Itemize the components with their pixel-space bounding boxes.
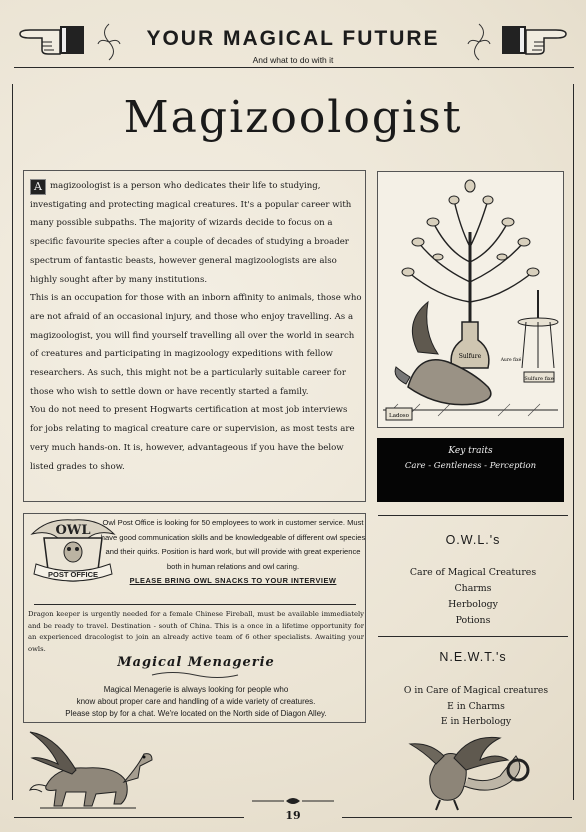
intro-text — [30, 177, 362, 476]
newts-heading: N.E.W.T.'s — [439, 650, 507, 664]
intro-paragraph-1: A magizoologist is a person who dedicates their life to studying, investigating and protecting magical creatures. It's a popular career with many possible subpaths. The majority of wizards decide to focus on a specific favourite species after a couple of decades of studying a broader spectrum of fantastic beasts, however general magizoologists are also highly sought after by many institutions. — [30, 180, 352, 285]
page-number-ornament-icon — [250, 795, 336, 807]
menagerie-line-3: Please stop by for a chat. We're located on the North side of Diagon Alley. — [65, 709, 327, 718]
owl-post-ad — [98, 516, 368, 589]
owl-badge-top-text: OWL — [55, 523, 91, 538]
menagerie-line-1: Magical Menagerie is always looking for people who — [103, 685, 289, 694]
owls-list — [378, 565, 568, 629]
owls-item: Care of Magical Creatures — [409, 567, 537, 578]
owls-heading: O.W.L.'s — [445, 533, 501, 547]
griffin-illustration — [26, 726, 156, 812]
newts-item: O in Care of Magical creatures — [403, 685, 549, 696]
intro-paragraph-2: This is an occupation for those with an inborn affinity to animals, those who are not afraid of an occasional injury, and those who enjoy travelling. As a magizoologist, you will find yourself travelling all over the world in search of creatures and participating in magizoology expeditions with fellow researchers. As such, this might not be a particularly suitable career for those who wish to settle down or have recently started a family. — [30, 293, 362, 397]
owls-item: Herbology — [448, 599, 498, 610]
right-jar-label: Aure fixé — [500, 358, 522, 363]
owls-item: Potions — [455, 615, 491, 626]
dragon-illustration — [400, 726, 540, 812]
owl-badge-bottom-text: POST OFFICE — [47, 570, 99, 579]
header-title: YOUR MAGICAL FUTURE — [146, 27, 440, 50]
menagerie-flourish-icon — [150, 670, 240, 680]
owls-item: Charms — [454, 583, 492, 594]
alchemy-dragon-illustration — [378, 172, 563, 427]
key-traits-title: Key traits — [448, 446, 493, 456]
header-subtitle: And what to do with it — [252, 55, 334, 65]
page-title: Magizoologist — [123, 92, 463, 143]
right-sign-label: Sulfure fixe — [524, 376, 554, 382]
owl-post-ad-text: Owl Post Office is looking for 50 employees to work in customer service. Must have good communication skills and be knowledgeable of different owl species and their quirks. Position is hard work, but will provide with great experience both in human relations and owl caring. — [100, 518, 366, 571]
magical-menagerie-title: Magical Menagerie — [117, 655, 275, 670]
grades-top-rule — [378, 515, 568, 516]
grades-mid-rule — [378, 636, 568, 637]
newts-item: E in Charms — [447, 700, 505, 712]
menagerie-line-2: know about proper care and handling of a wide variety of creatures. — [76, 697, 316, 706]
left-jar-label: Ladoso — [389, 413, 409, 419]
magical-menagerie-ad — [28, 684, 364, 720]
intro-paragraph-3: You do not need to present Hogwarts certification at most job interviews for jobs relating to magical creature care or supervision, as most tests are very much hands-on. It is, however, advantageous if you have the below listed grades to show. — [30, 405, 355, 472]
newts-item: E in Herbology — [440, 716, 512, 727]
key-traits-box — [377, 438, 564, 502]
dragon-keeper-ad: Dragon keeper is urgently needed for a female Chinese Fireball, must be available immediately and be ready to travel. Destination - south of China. This is a once in a lifetime opportunity for an experienced dracologist to join an already active team of 6 other specialists. Awaiting your owls. — [28, 610, 364, 653]
page-number: 19 — [285, 809, 301, 822]
owl-post-ad-cta: PLEASE BRING OWL SNACKS TO YOUR INTERVIEW — [129, 576, 337, 585]
newts-list — [378, 683, 574, 730]
dropcap-letter: A — [30, 179, 46, 195]
ads-divider-1 — [34, 604, 356, 605]
mid-jar-label: Sulfure — [458, 353, 482, 360]
key-traits-list: Care - Gentleness - Perception — [404, 461, 537, 471]
alchemy-illustration — [377, 171, 564, 428]
frame-left-rule — [12, 84, 13, 800]
